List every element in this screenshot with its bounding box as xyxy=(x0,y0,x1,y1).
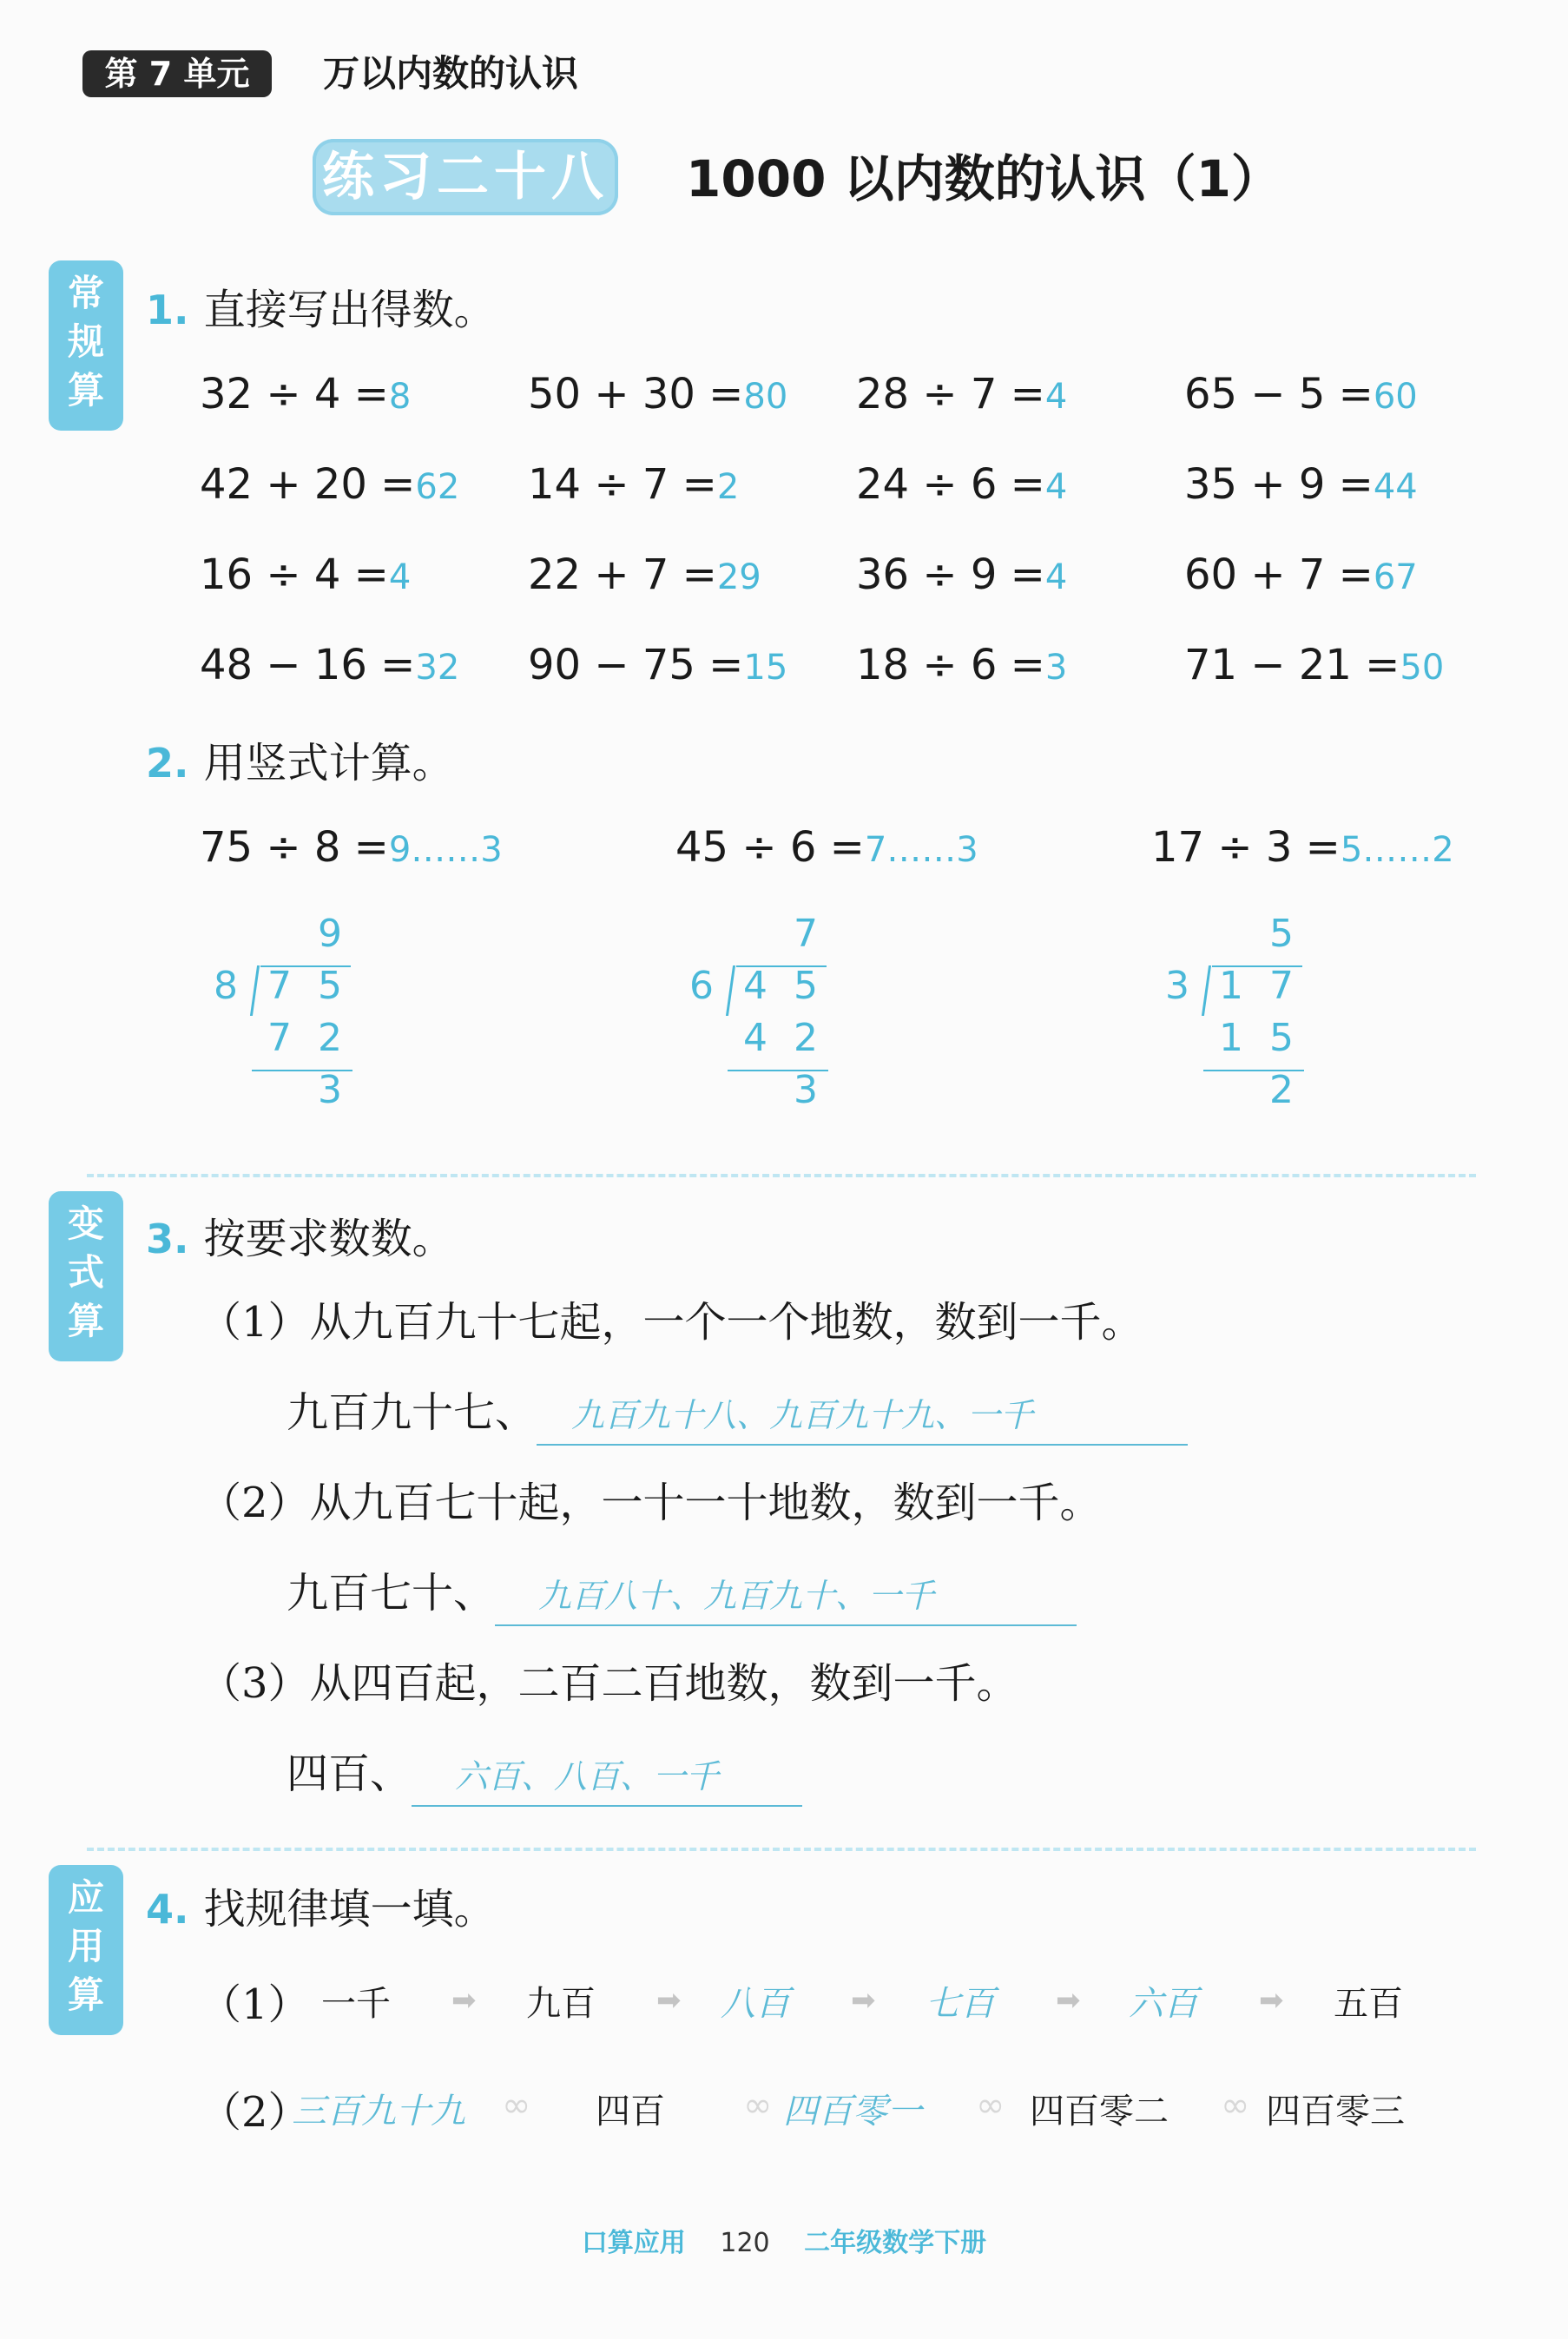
link-ring-icon: ∞ xyxy=(1221,2085,1250,2125)
equation xyxy=(856,368,1067,423)
equation-expression: 22 + 7 = xyxy=(528,550,717,599)
exercise-badge: 练习二十八 xyxy=(313,139,618,215)
pattern-answer[interactable]: 四百零一 xyxy=(783,2092,922,2131)
section-divider xyxy=(87,1848,1476,1851)
equation xyxy=(1184,639,1444,694)
section-tab-application xyxy=(49,1865,123,2035)
equation-answer[interactable]: 29 xyxy=(716,557,761,597)
equation-answer[interactable]: 44 xyxy=(1373,467,1418,507)
equation xyxy=(856,458,1067,513)
tab-char: 常 xyxy=(67,272,104,314)
equation-expression: 75 ÷ 8 = xyxy=(200,823,389,872)
equation-expression: 48 − 16 = xyxy=(200,641,416,689)
equation-expression: 14 ÷ 7 = xyxy=(528,460,717,509)
q4-part-1-label: （1） xyxy=(200,1980,310,2029)
product-digit: 2 xyxy=(794,1016,818,1060)
quotient-digit: 5 xyxy=(1269,912,1294,956)
equation xyxy=(1184,368,1418,423)
pattern-answer[interactable]: 三百九十九 xyxy=(292,2092,465,2131)
remainder-digit: 3 xyxy=(318,1068,342,1112)
equation-expression: 42 + 20 = xyxy=(200,460,416,509)
equation xyxy=(528,458,739,513)
equation-answer[interactable]: 32 xyxy=(415,648,460,688)
link-ring-icon: ∞ xyxy=(502,2085,531,2125)
equation-expression: 17 ÷ 3 = xyxy=(1151,823,1341,872)
arrow-right-icon: ➡ xyxy=(1259,1983,1284,2018)
question-2-heading xyxy=(146,729,454,789)
count-start: 九百九十七、 xyxy=(287,1388,537,1437)
tab-char: 式 xyxy=(67,1251,104,1294)
question-text: 找规律填一填。 xyxy=(203,1885,496,1934)
product-digit: 5 xyxy=(1269,1016,1294,1060)
equation-expression: 24 ÷ 6 = xyxy=(856,460,1045,509)
answer-field[interactable]: 六百、八百、一千 xyxy=(412,1748,802,1807)
equation-expression: 16 ÷ 4 = xyxy=(200,550,389,599)
arrow-right-icon: ➡ xyxy=(851,1983,876,2018)
part-text: 从九百九十七起，一个一个地数，数到一千。 xyxy=(309,1298,1143,1347)
product-digit: 1 xyxy=(1219,1016,1243,1060)
dividend-digit: 4 xyxy=(743,964,768,1008)
divisor-digit: 8 xyxy=(214,964,238,1008)
footer-grade: 二年级数学下册 xyxy=(804,2228,987,2258)
division-equation xyxy=(1151,821,1454,876)
q3-part-1-answer-line xyxy=(287,1384,1188,1446)
page-number: 120 xyxy=(720,2228,770,2258)
equation-answer[interactable]: 67 xyxy=(1373,557,1418,597)
question-number: 4. xyxy=(146,1886,189,1933)
equation xyxy=(1184,549,1418,603)
equation xyxy=(200,458,459,513)
equation-expression: 36 ÷ 9 = xyxy=(856,550,1045,599)
equation-answer[interactable]: 2 xyxy=(716,467,740,507)
equation xyxy=(200,368,411,423)
section-divider xyxy=(87,1174,1476,1177)
long-division xyxy=(200,912,391,1120)
dividend-digit: 7 xyxy=(267,964,292,1008)
equation-answer[interactable]: 3 xyxy=(1044,648,1068,688)
answer-field[interactable]: 九百八十、九百九十、一千 xyxy=(495,1567,1077,1626)
division-equation xyxy=(675,821,978,876)
equation xyxy=(1184,458,1418,513)
equation-answer[interactable]: 15 xyxy=(743,648,788,688)
q4-part-2-label: （2） xyxy=(200,2088,310,2137)
product-digit: 7 xyxy=(267,1016,292,1060)
pattern-given: 四百零三 xyxy=(1266,2092,1405,2131)
question-4-heading xyxy=(146,1875,496,1935)
pattern-given: 五百 xyxy=(1334,1984,1403,2024)
pattern-given: 四百 xyxy=(596,2092,665,2131)
page-footer xyxy=(0,2221,1568,2259)
question-3-heading xyxy=(146,1205,454,1265)
pattern-answer[interactable]: 七百 xyxy=(926,1984,995,2024)
tab-char: 算 xyxy=(67,1300,104,1342)
dividend-digit: 1 xyxy=(1219,964,1243,1008)
equation-expression: 71 − 21 = xyxy=(1184,641,1400,689)
equation-answer[interactable]: 80 xyxy=(743,377,788,417)
question-1-heading xyxy=(146,276,496,336)
equation-expression: 50 + 30 = xyxy=(528,370,744,418)
part-text: 从四百起，二百二百地数，数到一千。 xyxy=(309,1659,1018,1708)
q3-part-3-prompt xyxy=(200,1655,1018,1712)
equation-answer[interactable]: 50 xyxy=(1400,648,1445,688)
count-start: 四百、 xyxy=(287,1749,412,1798)
count-start: 九百七十、 xyxy=(287,1569,496,1618)
quotient-digit: 9 xyxy=(318,912,342,956)
question-text: 按要求数数。 xyxy=(203,1215,454,1263)
equation-expression: 60 + 7 = xyxy=(1184,550,1374,599)
equation xyxy=(200,639,459,694)
dividend-digit: 5 xyxy=(318,964,342,1008)
equation-expression: 32 ÷ 4 = xyxy=(200,370,389,418)
equation-expression: 90 − 75 = xyxy=(528,641,744,689)
equation-answer[interactable]: 9……3 xyxy=(388,830,503,870)
pattern-given: 九百 xyxy=(526,1984,596,2024)
divisor-digit: 3 xyxy=(1165,964,1189,1008)
long-division xyxy=(1151,912,1342,1120)
divisor-digit: 6 xyxy=(689,964,714,1008)
product-digit: 4 xyxy=(743,1016,768,1060)
q3-part-2-prompt xyxy=(200,1474,1102,1532)
q3-part-2-answer-line xyxy=(287,1565,1077,1626)
question-text: 用竖式计算。 xyxy=(203,739,454,787)
remainder-digit: 3 xyxy=(794,1068,818,1112)
section-tab-variant xyxy=(49,1191,123,1361)
lesson-title: 1000 以内数的认识（1） xyxy=(686,149,1281,208)
division-equation xyxy=(200,821,503,876)
arrow-right-icon: ➡ xyxy=(656,1983,682,2018)
tab-char: 应 xyxy=(67,1876,104,1919)
tab-char: 算 xyxy=(67,1973,104,2016)
product-digit: 2 xyxy=(318,1016,342,1060)
equation-expression: 28 ÷ 7 = xyxy=(856,370,1045,418)
arrow-right-icon: ➡ xyxy=(451,1983,477,2018)
part-label: （1） xyxy=(200,1298,310,1347)
equation-answer[interactable]: 60 xyxy=(1373,377,1418,417)
q3-part-3-answer-line xyxy=(287,1745,802,1807)
equation xyxy=(200,549,411,603)
equation xyxy=(856,639,1067,694)
part-text: 从九百七十起，一十一十地数，数到一千。 xyxy=(309,1479,1102,1527)
equation-answer[interactable]: 4 xyxy=(1044,557,1068,597)
equation-answer[interactable]: 62 xyxy=(415,467,460,507)
pattern-answer[interactable]: 八百 xyxy=(721,1984,790,2024)
dividend-digit: 5 xyxy=(794,964,818,1008)
answer-field[interactable]: 九百九十八、九百九十九、一千 xyxy=(537,1387,1188,1446)
section-tab-routine xyxy=(49,260,123,431)
long-division xyxy=(675,912,866,1120)
footer-book-name: 口算应用 xyxy=(581,2228,686,2258)
question-number: 3. xyxy=(146,1216,189,1262)
pattern-given: 四百零二 xyxy=(1030,2092,1169,2131)
unit-badge: 第 7 单元 xyxy=(82,50,272,97)
equation-expression: 18 ÷ 6 = xyxy=(856,641,1045,689)
remainder-digit: 2 xyxy=(1269,1068,1294,1112)
equation-expression: 65 − 5 = xyxy=(1184,370,1374,418)
tab-char: 用 xyxy=(67,1925,104,1967)
equation xyxy=(528,549,761,603)
equation-expression: 35 + 9 = xyxy=(1184,460,1374,509)
q3-part-1-prompt xyxy=(200,1294,1143,1351)
equation xyxy=(528,368,787,423)
equation-answer[interactable]: 7……3 xyxy=(864,830,978,870)
link-ring-icon: ∞ xyxy=(743,2085,773,2125)
part-label: （2） xyxy=(200,1479,310,1527)
equation-answer[interactable]: 4 xyxy=(388,557,412,597)
tab-char: 算 xyxy=(67,369,104,412)
pattern-answer[interactable]: 六百 xyxy=(1129,1984,1198,2024)
equation-answer[interactable]: 4 xyxy=(1044,467,1068,507)
equation-answer[interactable]: 5……2 xyxy=(1340,830,1454,870)
pattern-given: 一千 xyxy=(321,1984,391,2024)
dividend-digit: 7 xyxy=(1269,964,1294,1008)
equation xyxy=(856,549,1067,603)
equation-expression: 45 ÷ 6 = xyxy=(675,823,865,872)
part-label: （3） xyxy=(200,1659,310,1708)
equation-answer[interactable]: 8 xyxy=(388,377,412,417)
equation-answer[interactable]: 4 xyxy=(1044,377,1068,417)
unit-title: 万以内数的认识 xyxy=(323,52,579,95)
quotient-digit: 7 xyxy=(794,912,818,956)
equation xyxy=(528,639,787,694)
tab-char: 变 xyxy=(67,1202,104,1245)
link-ring-icon: ∞ xyxy=(976,2085,1005,2125)
question-number: 2. xyxy=(146,740,189,787)
tab-char: 规 xyxy=(67,320,104,363)
question-text: 直接写出得数。 xyxy=(203,286,496,334)
question-number: 1. xyxy=(146,287,189,333)
arrow-right-icon: ➡ xyxy=(1056,1983,1081,2018)
